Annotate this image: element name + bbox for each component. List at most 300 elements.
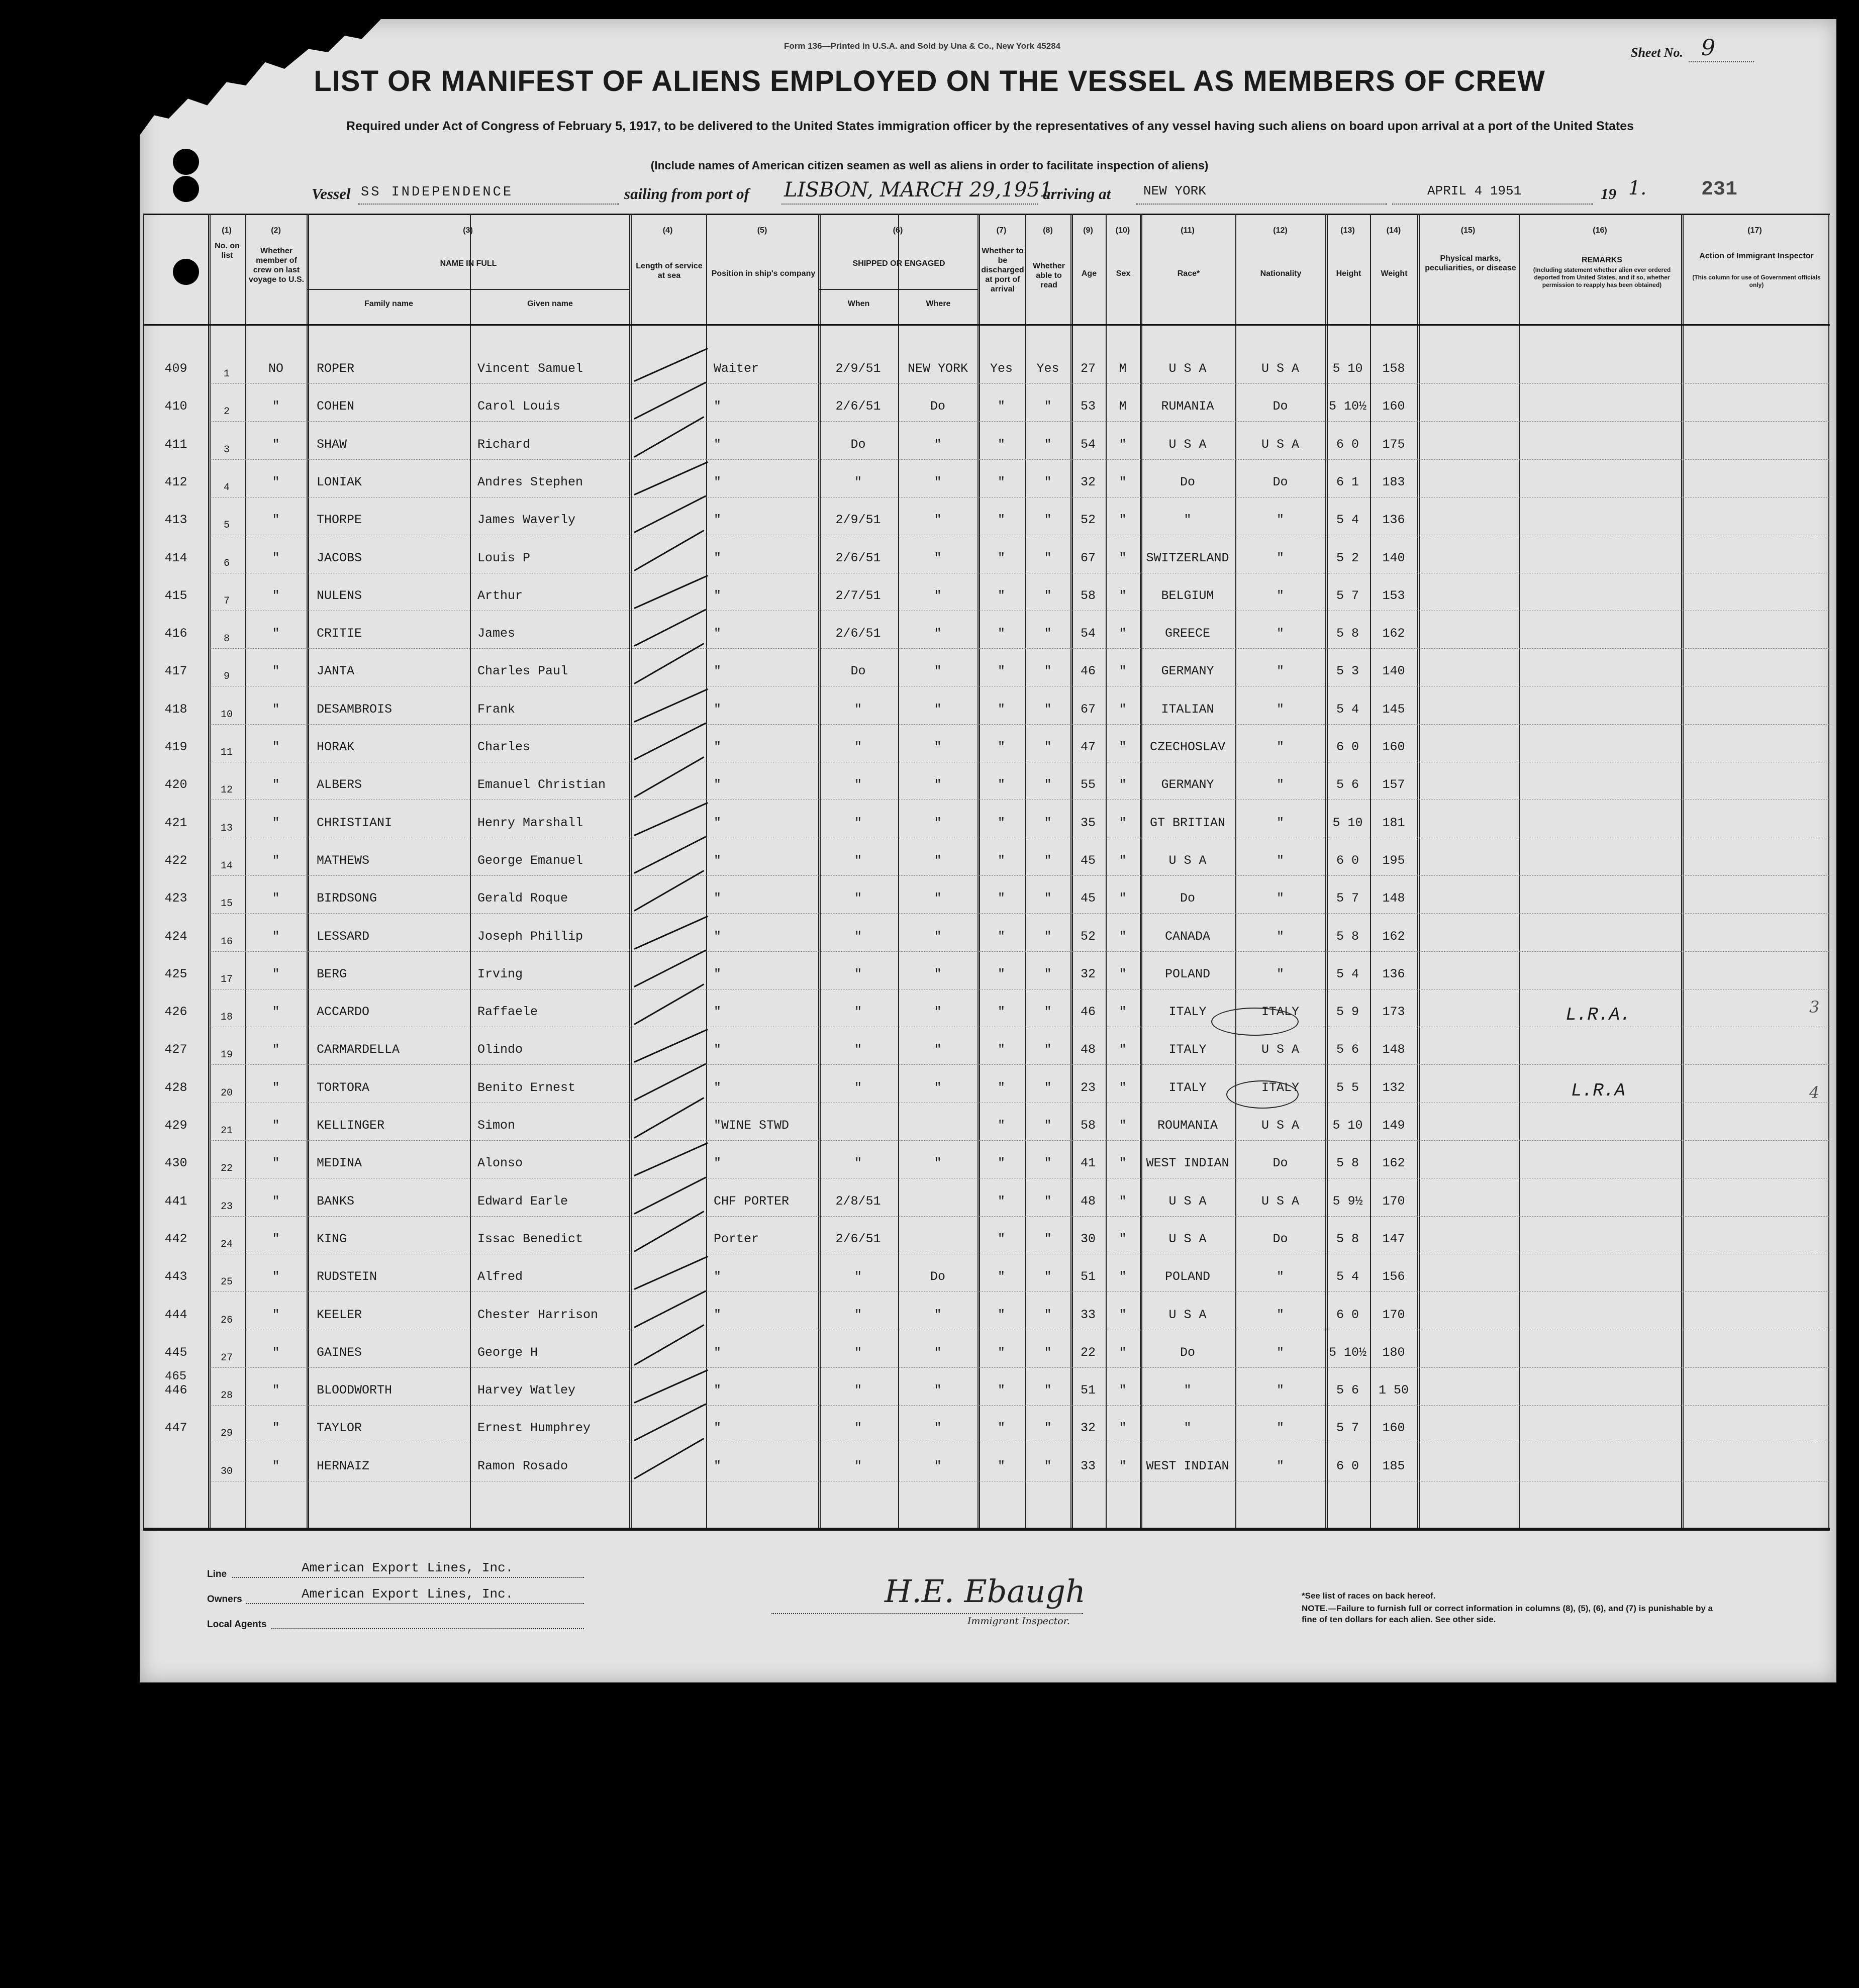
remarks: L.R.A. [1566,1005,1631,1026]
able-to-read: " [1044,966,1052,981]
able-to-read: " [1044,777,1052,792]
agents-dotline [271,1628,584,1629]
sheet-number: 9 [1701,35,1715,61]
able-to-read: " [1044,1307,1052,1322]
col-divider [1417,214,1420,1528]
position: " [714,1421,722,1436]
height: 5 7 [1336,1421,1359,1436]
last-voyage: " [272,1156,280,1171]
nationality: Do [1273,399,1288,414]
sex: " [1119,474,1127,489]
margin-number: 441 [164,1194,187,1209]
colnum-1: (1) [222,226,232,235]
table-bottom-rule [143,1528,1830,1529]
arrival-date: APRIL 4 1951 [1427,183,1522,198]
row-number: 15 [220,898,233,910]
sex: " [1119,1156,1127,1171]
year-prefix: 19 [1601,185,1616,203]
colhead-position: Position in ship's company [711,269,816,278]
sheet-line [1689,61,1754,62]
discharged: " [997,1156,1005,1171]
family-name: GAINES [317,1345,362,1360]
shipped-when: " [854,891,862,906]
sex: " [1119,929,1127,944]
penalty-note: NOTE.—Failure to furnish full or correct information in columns (8), (5), (6), and (7) is punishable by a fine of ten dollars for each alien. See other side. [1302,1604,1713,1624]
family-name: LESSARD [317,929,370,944]
colhead-nationality: Nationality [1260,269,1302,278]
given-name: Louis P [477,550,531,565]
nationality: " [1276,1383,1284,1398]
shipped-where: " [934,550,942,565]
family-name: CRITIE [317,626,362,641]
discharged: " [997,1269,1005,1284]
col-divider [470,214,471,1528]
sex: " [1119,1269,1127,1284]
age: 33 [1080,1307,1096,1322]
colhead-age: Age [1081,269,1097,278]
arriving-label: arriving at [1043,185,1111,203]
arriving-at: NEW YORK [1143,183,1206,198]
colnum-7: (7) [996,226,1007,235]
row-number: 12 [220,784,233,797]
row-rule [210,913,1830,914]
height: 5 10½ [1328,1345,1366,1360]
last-voyage: " [272,550,280,565]
nationality: ITALY [1261,1080,1299,1095]
subhead-family: Family name [364,300,413,308]
nationality: " [1276,1269,1284,1284]
shipped-when: " [854,740,862,754]
able-to-read: " [1044,664,1052,679]
row-rule [210,383,1830,384]
discharged: " [997,474,1005,489]
able-to-read: " [1044,513,1052,528]
shipped-where: " [934,1005,942,1020]
family-name: ACCARDO [317,1005,370,1020]
sex: " [1119,513,1127,528]
arriving-line [1136,204,1387,205]
position: " [714,1345,722,1360]
given-name: Olindo [477,1042,523,1057]
sex: " [1119,1307,1127,1322]
able-to-read: " [1044,740,1052,754]
position: " [714,702,722,717]
race: GREECE [1164,626,1210,641]
discharged: " [997,588,1005,603]
sex: " [1119,740,1127,754]
race: ROUMANIA [1157,1118,1218,1133]
row-rule [210,875,1830,876]
given-name: Alonso [477,1156,523,1171]
shipped-when: 2/9/51 [835,361,881,376]
weight: 173 [1382,1005,1405,1020]
race: U S A [1168,361,1207,376]
margin-number: 420 [164,777,187,792]
colhead-weight: Weight [1381,269,1408,278]
row-rule [210,648,1830,649]
weight: 148 [1382,1042,1405,1057]
shipped-where: " [934,1307,942,1322]
age: 52 [1080,929,1096,944]
row-rule [210,1367,1830,1368]
last-voyage: " [272,1307,280,1322]
height: 5 6 [1336,1042,1359,1057]
race: " [1184,513,1192,528]
col-divider [629,214,632,1528]
row-number: 9 [223,671,230,683]
family-name: MATHEWS [317,853,370,868]
shipped-where: " [934,513,942,528]
position: " [714,891,722,906]
include-note: (Include names of American citizen seamen as well as aliens in order to facilitate inspection of aliens) [650,159,1209,172]
sex: " [1119,1345,1127,1360]
race: GERMANY [1161,777,1214,792]
discharged: " [997,399,1005,414]
able-to-read: " [1044,588,1052,603]
shipped-where: " [934,1383,942,1398]
shipped-when: " [854,815,862,830]
row-rule [210,1216,1830,1217]
able-to-read: " [1044,815,1052,830]
discharged: " [997,550,1005,565]
age: 23 [1080,1080,1096,1095]
line-label: Line [207,1569,227,1579]
margin-number: 411 [164,437,187,452]
sex: " [1119,1042,1127,1057]
sex: " [1119,664,1127,679]
last-voyage: " [272,891,280,906]
height: 5 9½ [1332,1194,1363,1209]
shipped-when: 2/6/51 [835,550,881,565]
position: " [714,664,722,679]
colnum-9: (9) [1083,226,1093,235]
nationality: ITALY [1261,1005,1299,1020]
position: Waiter [714,361,759,376]
sex: " [1119,891,1127,906]
discharged: " [997,1231,1005,1246]
row-number: 3 [223,444,230,456]
circled-nationality [1211,1008,1299,1036]
row-rule [210,951,1830,952]
race: POLAND [1164,966,1210,981]
signature-line [771,1613,1083,1614]
last-voyage: " [272,929,280,944]
last-voyage: " [272,1345,280,1360]
shipped-when: " [854,1005,862,1020]
colhead-name: NAME IN FULL [440,259,497,268]
shipped-where: " [934,1042,942,1057]
weight: 180 [1382,1345,1405,1360]
sex: " [1119,1421,1127,1436]
last-voyage: " [272,1194,280,1209]
nationality: U S A [1261,1194,1299,1209]
row-rule [210,459,1830,460]
able-to-read: " [1044,1080,1052,1095]
able-to-read: " [1044,702,1052,717]
last-voyage: " [272,664,280,679]
given-name: Raffaele [477,1005,538,1020]
nationality: " [1276,513,1284,528]
family-name: KELLINGER [317,1118,385,1133]
inspector-label: Immigrant Inspector. [967,1616,1070,1627]
family-name: KEELER [317,1307,362,1322]
weight: 162 [1382,1156,1405,1171]
race: Do [1180,891,1195,906]
position: " [714,1269,722,1284]
nationality: " [1276,702,1284,717]
weight: 132 [1382,1080,1405,1095]
able-to-read: " [1044,1231,1052,1246]
shipped-where: " [934,474,942,489]
row-number: 1 [223,368,230,380]
family-name: MEDINA [317,1156,362,1171]
colhead-physical: Physical marks, peculiarities, or disease [1425,254,1516,272]
family-name: HERNAIZ [317,1458,370,1473]
race: ITALY [1168,1080,1207,1095]
colhead-no: No. on list [215,242,240,260]
position: CHF PORTER [714,1194,790,1209]
nationality: Do [1273,1231,1288,1246]
colhead-remarks: REMARKS [1582,256,1622,264]
row-number: 2 [223,406,230,418]
vessel-label: Vessel [312,185,351,203]
colhead-shipped: SHIPPED OR ENGAGED [852,259,945,268]
shipped-where: " [934,588,942,603]
row-number: 28 [220,1390,233,1402]
given-name: Joseph Phillip [477,929,583,944]
race: CZECHOSLAV [1149,740,1226,754]
shipped-where: " [934,1458,942,1473]
row-number: 29 [220,1428,233,1440]
margin-number: 413 [164,513,187,528]
shipped-when: " [854,1042,862,1057]
weight: 157 [1382,777,1405,792]
row-number: 11 [220,747,233,758]
nationality: " [1276,929,1284,944]
able-to-read: " [1044,1421,1052,1436]
last-voyage: " [272,966,280,981]
family-name: CHRISTIANI [317,815,393,830]
height: 5 7 [1336,588,1359,603]
colhead-discharged: Whether to be discharged at port of arrival [981,247,1024,293]
race: U S A [1168,437,1207,452]
discharged: " [997,1118,1005,1133]
height: 5 10 [1332,815,1363,830]
shipped-when: " [854,1383,862,1398]
age: 52 [1080,513,1096,528]
margin-number: 414 [164,550,187,565]
able-to-read: " [1044,474,1052,489]
able-to-read: Yes [1036,361,1059,376]
position: " [714,740,722,754]
row-rule [210,421,1830,422]
margin-number: 410 [164,399,187,414]
given-name: Richard [477,437,531,452]
age: 58 [1080,1118,1096,1133]
able-to-read: " [1044,853,1052,868]
colnum-5: (5) [757,226,767,235]
age: 54 [1080,437,1096,452]
sex: " [1119,815,1127,830]
shipped-where: " [934,966,942,981]
family-name: SHAW [317,437,347,452]
remarks: L.R.A [1571,1080,1626,1101]
colhead-action: Action of Immigrant Inspector [1699,252,1814,260]
family-name: LONIAK [317,474,362,489]
colhead-race: Race* [1177,269,1200,278]
race: U S A [1168,1231,1207,1246]
shipped-when: 2/6/51 [835,626,881,641]
shipped-when: " [854,474,862,489]
able-to-read: " [1044,1118,1052,1133]
race: Do [1180,474,1195,489]
margin-number: 446 [164,1383,187,1398]
able-to-read: " [1044,1269,1052,1284]
year-suffix: 1. [1628,177,1647,199]
family-name: NULENS [317,588,362,603]
weight: 136 [1382,513,1405,528]
nationality: Do [1273,1156,1288,1171]
given-name: Harvey Watley [477,1383,576,1398]
given-name: Carol Louis [477,399,561,414]
age: 46 [1080,1005,1096,1020]
colhead-last-voyage: Whether member of crew on last voyage to U.S. [248,247,305,284]
requirement-text: Required under Act of Congress of February 5, 1917, to be delivered to the United States immigration officer by the representatives of any vessel having such aliens on board upon arrival at a port of the United States [346,119,1634,133]
age: 51 [1080,1269,1096,1284]
sex: " [1119,966,1127,981]
able-to-read: " [1044,891,1052,906]
margin-number: 425 [164,966,187,981]
age: 32 [1080,966,1096,981]
row-rule [210,724,1830,725]
colnum-11: (11) [1181,226,1195,235]
shipped-where: " [934,815,942,830]
margin-number: 415 [164,588,187,603]
position: " [714,588,722,603]
given-name: James Waverly [477,513,576,528]
row-number: 10 [220,709,233,721]
row-rule [210,497,1830,498]
race: GT BRITIAN [1149,815,1226,830]
row-number: 21 [220,1125,233,1137]
weight: 160 [1382,399,1405,414]
last-voyage: NO [268,361,283,376]
position: " [714,513,722,528]
discharged: " [997,437,1005,452]
sex: " [1119,1194,1127,1209]
last-voyage: " [272,1042,280,1057]
age: 48 [1080,1194,1096,1209]
shipped-where: " [934,1345,942,1360]
last-voyage: " [272,777,280,792]
weight: 136 [1382,966,1405,981]
family-name: TORTORA [317,1080,370,1095]
age: 30 [1080,1231,1096,1246]
row-number: 25 [220,1276,233,1288]
age: 47 [1080,740,1096,754]
able-to-read: " [1044,626,1052,641]
given-name: Ernest Humphrey [477,1421,591,1436]
subhead-given: Given name [527,300,573,308]
weight: 183 [1382,474,1405,489]
age: 33 [1080,1458,1096,1473]
discharged: " [997,853,1005,868]
stamp-number: 231 [1701,178,1738,201]
row-number: 26 [220,1314,233,1326]
page-title: LIST OR MANIFEST OF ALIENS EMPLOYED ON THE VESSEL AS MEMBERS OF CREW [314,65,1545,97]
form-info: Form 136—Printed in U.S.A. and Sold by Una & Co., New York 45284 [784,41,1061,51]
col-divider [1681,214,1684,1528]
able-to-read: " [1044,1042,1052,1057]
position: " [714,437,722,452]
weight: 181 [1382,815,1405,830]
height: 6 1 [1336,474,1359,489]
race: U S A [1168,1307,1207,1322]
shipped-when: Do [850,437,866,452]
nationality: " [1276,740,1284,754]
discharged: " [997,1080,1005,1095]
height: 5 10½ [1328,399,1366,414]
position: " [714,1383,722,1398]
race: ITALIAN [1161,702,1214,717]
position: " [714,853,722,868]
nationality: " [1276,550,1284,565]
last-voyage: " [272,815,280,830]
col-divider [1519,214,1520,1528]
shipped-when: " [854,1421,862,1436]
given-name: Vincent Samuel [477,361,583,376]
colnum-8: (8) [1043,226,1053,235]
given-name: James [477,626,516,641]
given-name: Benito Ernest [477,1080,576,1095]
last-voyage: " [272,740,280,754]
shipped-when: " [854,777,862,792]
margin-number: 416 [164,626,187,641]
given-name: Ramon Rosado [477,1458,568,1473]
shipped-when: " [854,1345,862,1360]
family-name: CARMARDELLA [317,1042,400,1057]
age: 35 [1080,815,1096,830]
age: 54 [1080,626,1096,641]
weight: 148 [1382,891,1405,906]
race: POLAND [1164,1269,1210,1284]
shipped-where: " [934,1421,942,1436]
position: " [714,1080,722,1095]
weight: 145 [1382,702,1405,717]
vessel-line [358,204,619,205]
shipped-where: " [934,891,942,906]
nationality: U S A [1261,361,1299,376]
margin-number: 409 [164,361,187,376]
weight: 153 [1382,588,1405,603]
sex: " [1119,853,1127,868]
colhead-length: Length of service at sea [636,262,703,280]
age: 67 [1080,702,1096,717]
margin-number: 428 [164,1080,187,1095]
discharged: Yes [990,361,1013,376]
subhead-when: When [847,300,870,308]
date-line [1392,204,1593,205]
circled-nationality [1226,1080,1299,1109]
age: 67 [1080,550,1096,565]
colnum-14: (14) [1386,226,1401,235]
margin-number: 429 [164,1118,187,1133]
discharged: " [997,664,1005,679]
weight: 156 [1382,1269,1405,1284]
race: Do [1180,1345,1195,1360]
position: " [714,626,722,641]
weight: 149 [1382,1118,1405,1133]
